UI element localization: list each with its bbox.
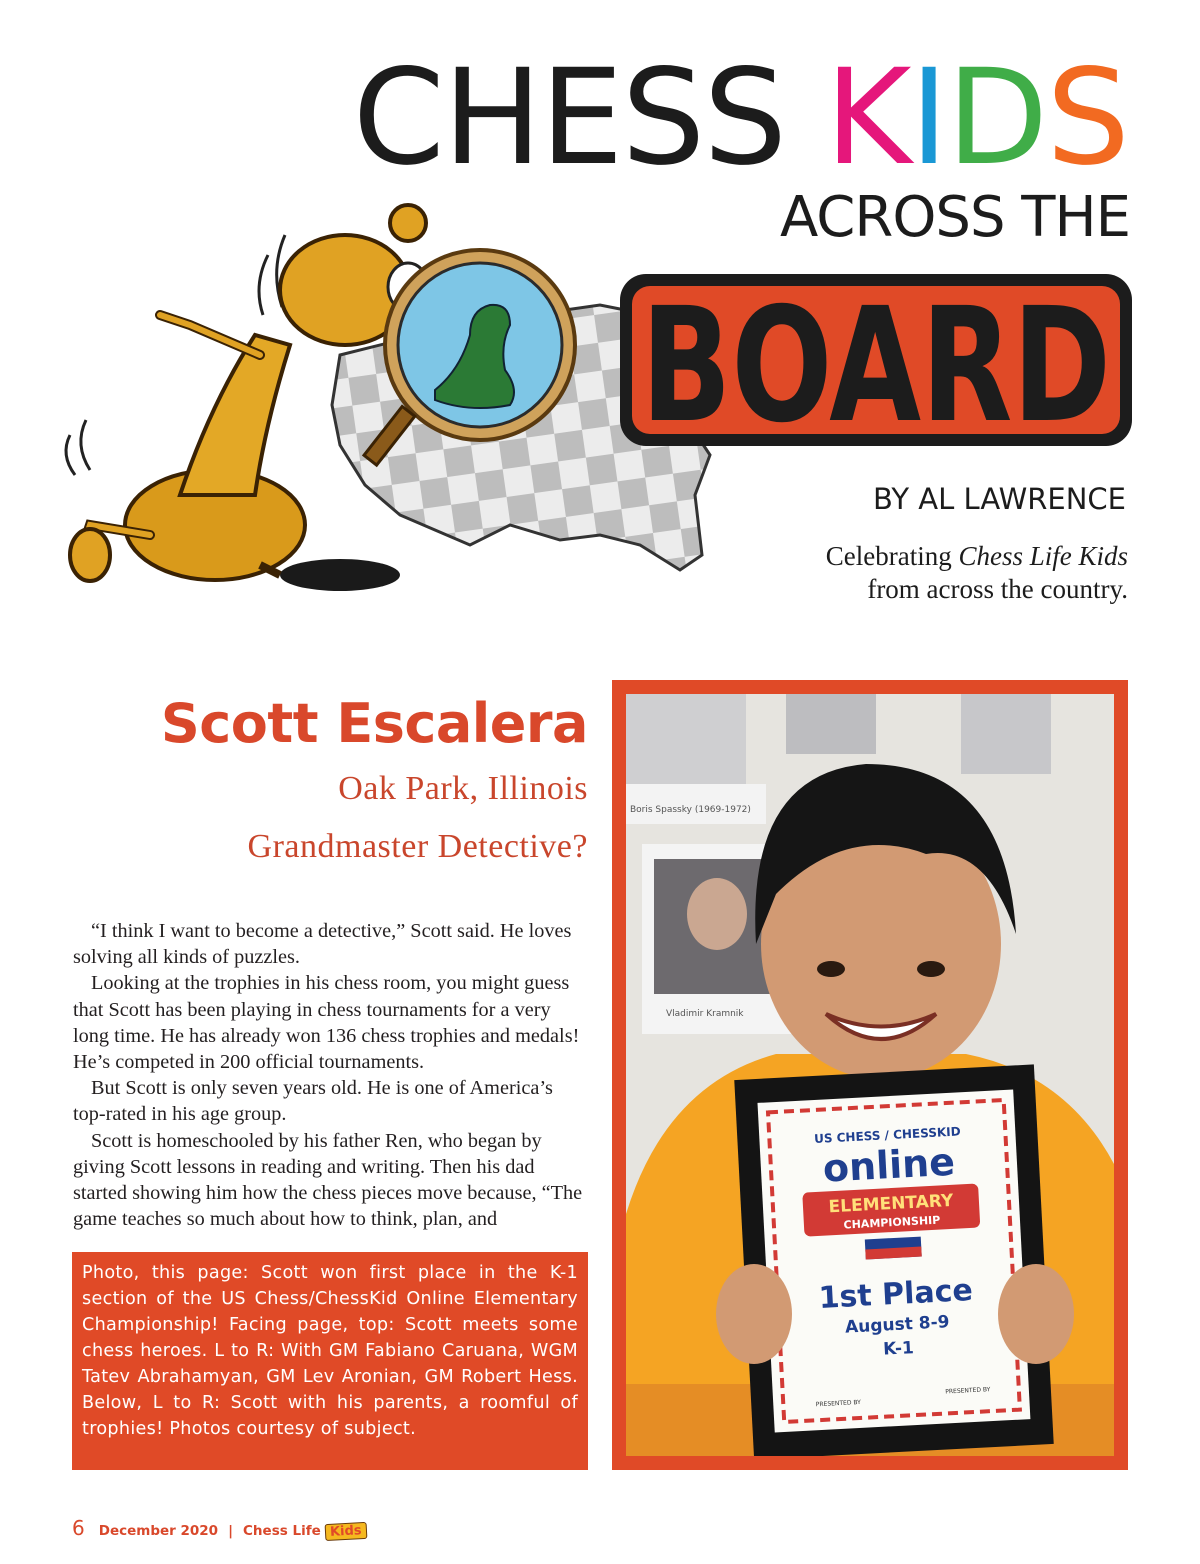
title-chess: CHESS <box>352 41 786 195</box>
wall-label-kramnik: Vladimir Kramnik <box>666 1009 744 1019</box>
article-paragraph: But Scott is only seven years old. He is one of America’s top-rated in his age group. <box>73 1077 553 1126</box>
article-paragraph: “I think I want to become a detective,” Scott said. He loves solving all kinds of puzzles. <box>73 920 572 969</box>
tagline-suffix: from across the country. <box>867 574 1128 604</box>
photo-caption-box <box>72 1252 588 1470</box>
kids-logo-badge: Kids <box>324 1522 366 1541</box>
feature-photo <box>626 694 1114 1456</box>
certificate-presented-right: PRESENTED BY <box>945 1386 991 1396</box>
kid-name-heading: Scott Escalera <box>160 692 588 755</box>
kid-headline: Grandmaster Detective? <box>247 828 588 865</box>
page-footer <box>72 1516 366 1538</box>
tagline-magazine: Chess Life Kids <box>958 541 1128 571</box>
masthead-subtitle: ACROSS THE <box>779 185 1130 250</box>
footer-separator: | <box>228 1523 234 1539</box>
certificate-org: US CHESS / CHESSKID <box>813 1124 961 1147</box>
photo-caption: Photo, this page: Scott won first place in the K-1 section of the US Chess/ChessKid Online Elementary Championship! Facing page, top: Scott meets some chess heroes. L to R: With GM Fabiano Caruana, WGM Tatev Abrahamyan, GM Lev Aronian, GM Robert Hess. Below, L to R: Scott with his parents, a roomful of trophies! Photos courtesy of subject. <box>82 1263 578 1439</box>
title-letter-i: I <box>909 41 947 195</box>
article-body <box>73 918 589 1232</box>
byline: BY AL LAWRENCE <box>873 482 1126 516</box>
title-letter-d: D <box>946 41 1047 195</box>
board-logo <box>616 270 1136 450</box>
article-paragraph: Looking at the trophies in his chess room, you might guess that Scott has been playing in chess tournaments for a very long time. He has already won 136 chess trophies and medals! He’s competed in 200 official tournaments. <box>73 972 580 1074</box>
title-letter-s: S <box>1046 41 1128 195</box>
feature-photo-frame <box>612 680 1128 1470</box>
masthead-title <box>352 41 1128 195</box>
tagline-prefix: Celebrating <box>825 541 959 571</box>
article-paragraph: Scott is homeschooled by his father Ren, who began by giving Scott lessons in reading and writing. Then his dad started showing him how the chess pieces move because, “The game teaches so much about how to think, plan, and <box>73 1129 583 1231</box>
certificate-championship: CHAMPIONSHIP <box>843 1213 941 1232</box>
title-letter-k: K <box>825 41 910 195</box>
board-word: BOARD <box>641 274 1111 450</box>
footer-issue-date: December 2020 <box>98 1523 219 1539</box>
certificate-section: K-1 <box>882 1338 915 1360</box>
tagline <box>708 540 1128 606</box>
certificate-online: online <box>821 1139 957 1191</box>
certificate-presented-left: PRESENTED BY <box>815 1398 862 1409</box>
certificate-elementary: ELEMENTARY <box>828 1190 954 1218</box>
certificate-dates: August 8-9 <box>844 1312 950 1338</box>
page-number: 6 <box>72 1516 85 1540</box>
footer-magazine-name: Chess Life <box>243 1523 321 1539</box>
certificate-place: 1st Place <box>817 1272 974 1316</box>
wall-label-spassky: Boris Spassky (1969-1972) <box>630 805 751 815</box>
kid-location: Oak Park, Illinois <box>338 770 588 807</box>
